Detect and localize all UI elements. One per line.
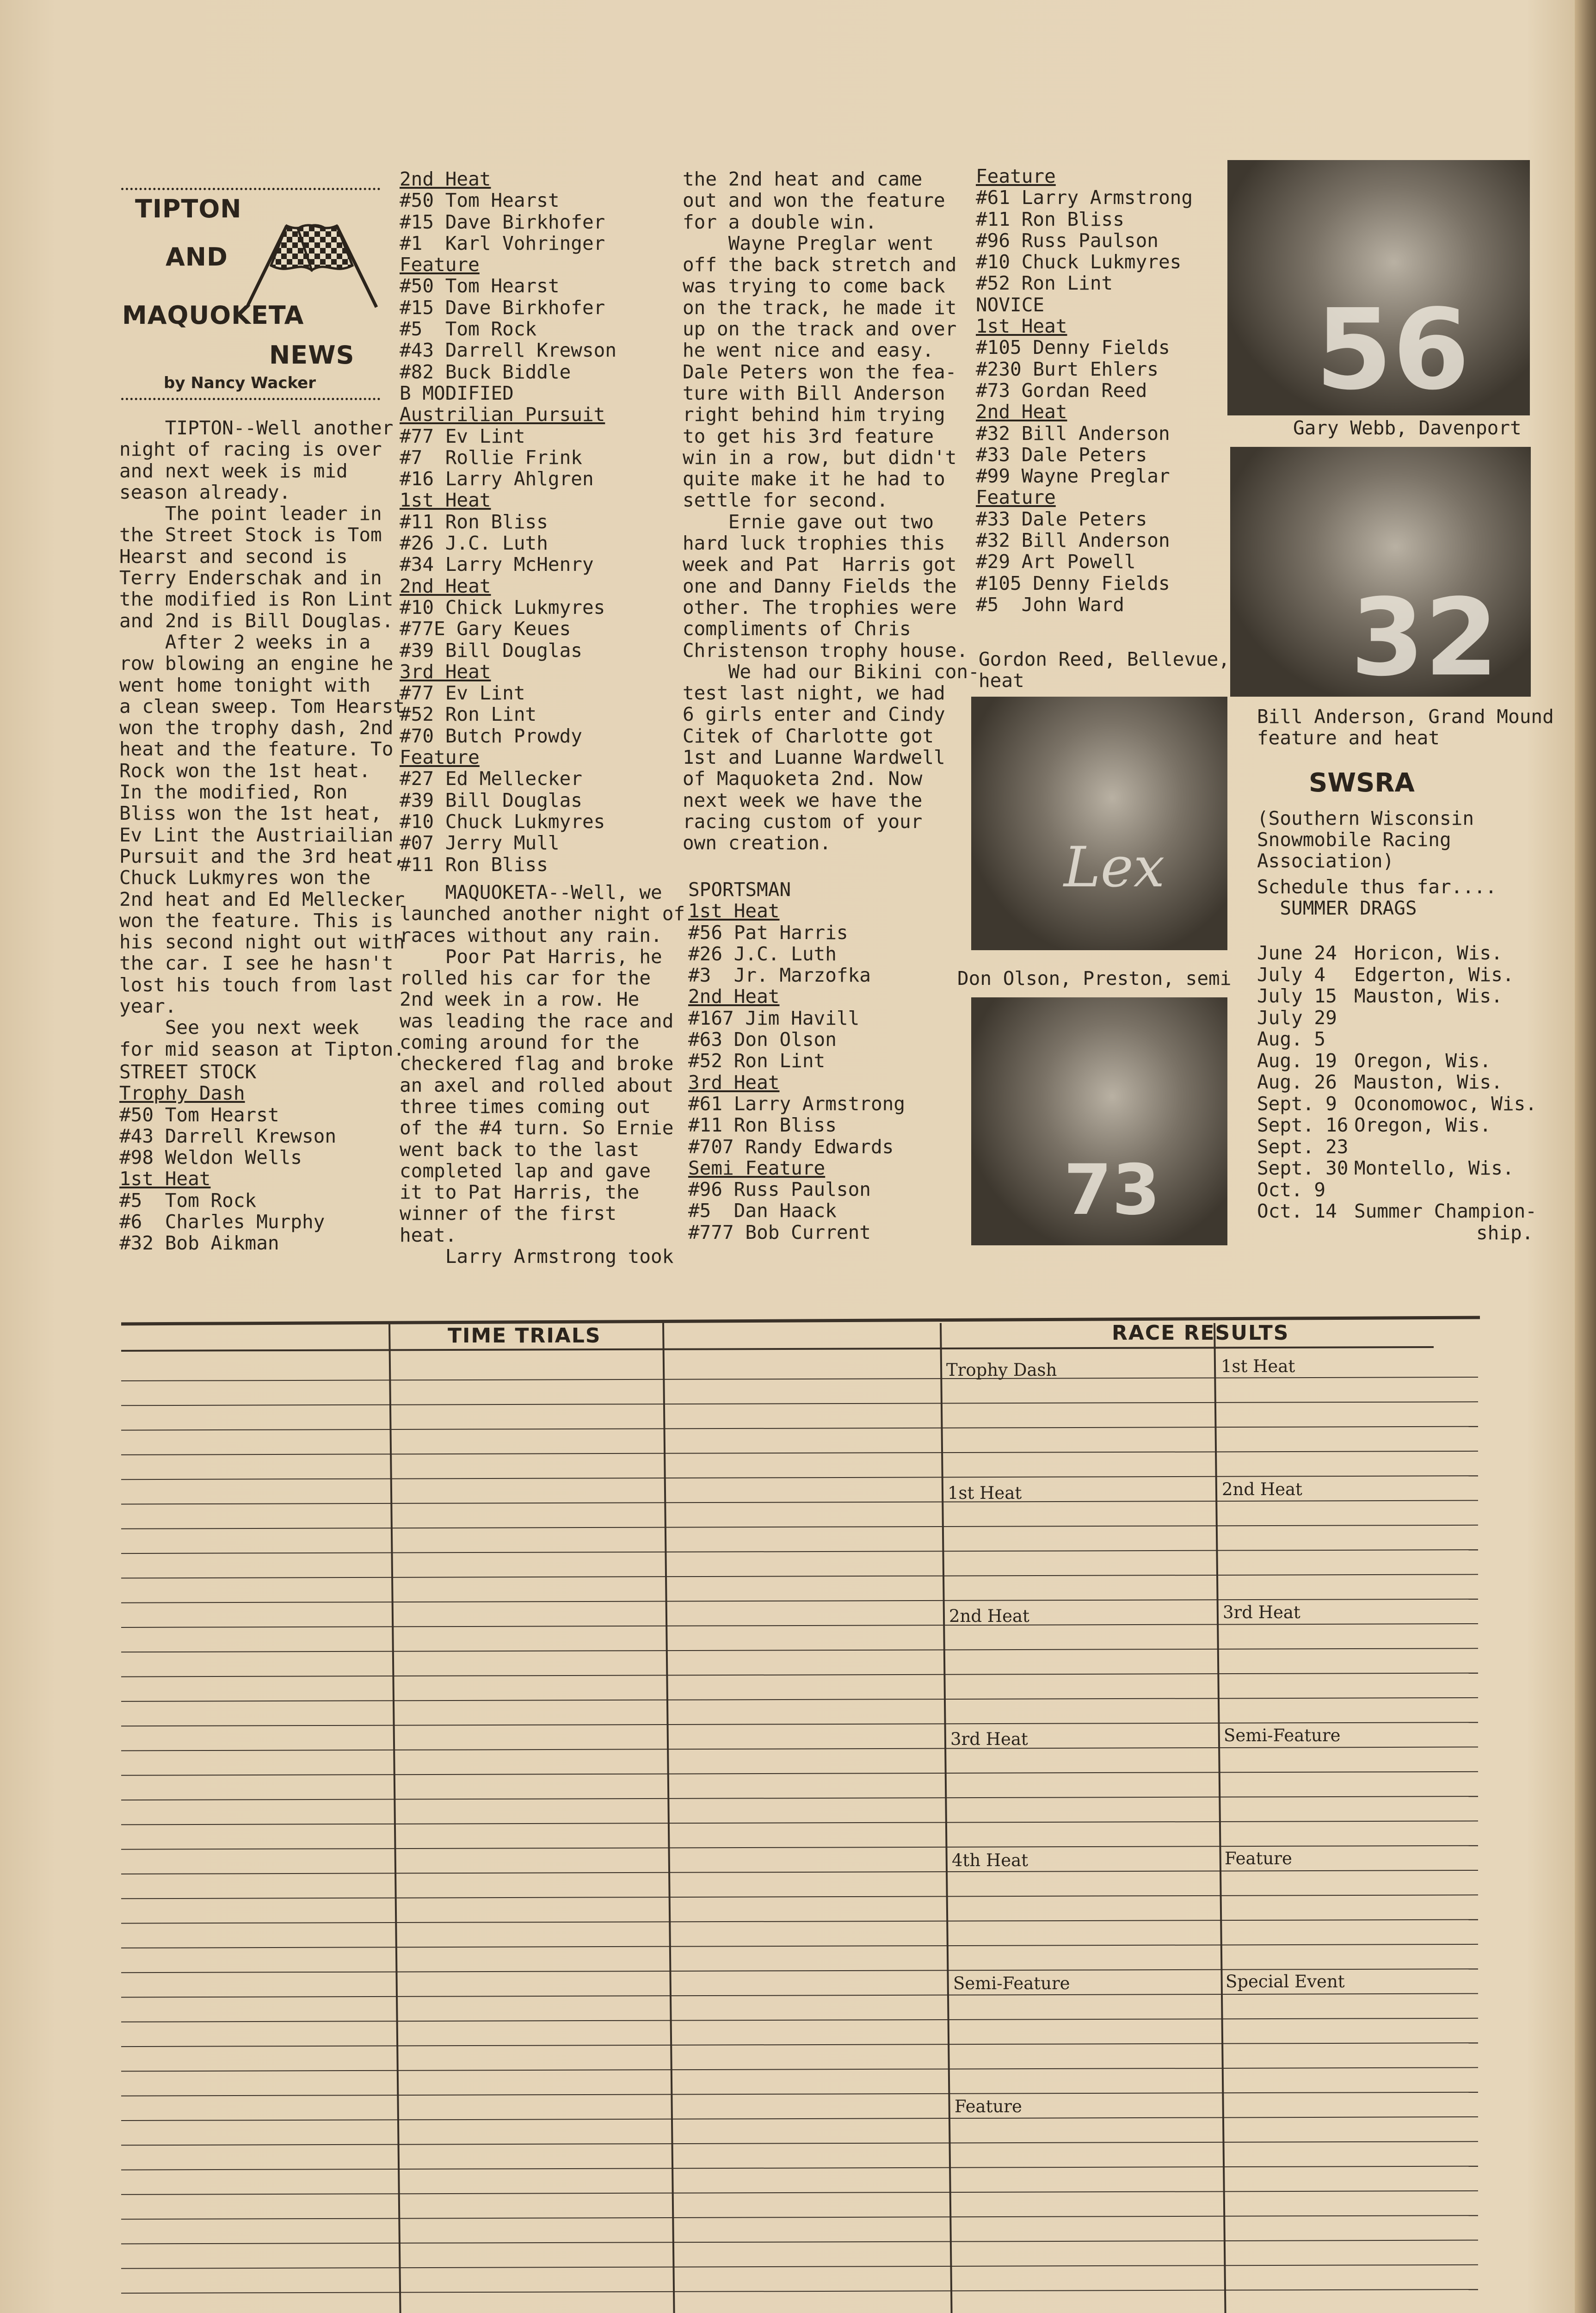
- form-row-line: [121, 1698, 1478, 1701]
- story-line: In the modified, Ron: [119, 781, 348, 804]
- masthead-line-4: NEWS: [269, 340, 355, 370]
- result-line: #52 Ron Lint: [976, 272, 1113, 295]
- schedule-date: Aug. 26: [1257, 1071, 1337, 1093]
- schedule-date: Oct. 14: [1257, 1200, 1337, 1222]
- result-line: Feature: [976, 486, 1056, 509]
- result-line: Feature: [400, 746, 480, 769]
- story-line: won the trophy dash, 2nd: [119, 717, 394, 739]
- story-line: season already.: [119, 481, 291, 503]
- story-line: other. The trophies were: [683, 596, 957, 618]
- story-line: rolled his car for the: [400, 967, 651, 990]
- result-line: #43 Darrell Krewson: [119, 1125, 336, 1147]
- form-label-left: 3rd Heat: [950, 1729, 1028, 1749]
- schedule-date: Sept. 23: [1257, 1135, 1349, 1158]
- form-header-rule: [121, 1347, 1434, 1351]
- result-line: #77 Ev Lint: [400, 425, 525, 447]
- photo-lettering: Lex: [1064, 835, 1165, 900]
- result-line: #50 Tom Hearst: [400, 189, 560, 212]
- schedule-tail: ship.: [1476, 1221, 1534, 1244]
- result-line: #32 Bill Anderson: [976, 529, 1170, 552]
- schedule-place: Montello, Wis.: [1354, 1157, 1514, 1179]
- form-row-line: [121, 2092, 1478, 2096]
- schedule-date: Sept. 9: [1257, 1092, 1337, 1115]
- form-label-left: Trophy Dash: [946, 1360, 1057, 1380]
- result-line: #39 Bill Douglas: [400, 789, 582, 811]
- form-label-left: 2nd Heat: [949, 1606, 1029, 1626]
- form-label-right: 1st Heat: [1221, 1356, 1295, 1376]
- swsra-title: SWSRA: [1309, 768, 1415, 798]
- masthead-line-2: AND: [166, 242, 228, 272]
- result-line: #11 Ron Bliss: [400, 853, 548, 876]
- story-line: Poor Pat Harris, he: [400, 945, 662, 968]
- story-line: one and Danny Fields the: [683, 575, 957, 597]
- result-line: 1st Heat: [976, 315, 1067, 338]
- story-line: three times coming out: [400, 1095, 651, 1118]
- result-line: 1st Heat: [400, 489, 491, 512]
- story-line: checkered flag and broke: [400, 1052, 674, 1075]
- car-number: 32: [1350, 576, 1499, 697]
- caption-don-olson: Don Olson, Preston, semi: [957, 967, 1232, 990]
- result-line: #99 Wayne Preglar: [976, 465, 1170, 488]
- form-row-line: [121, 1796, 1478, 1800]
- form-row-line: [121, 2289, 1478, 2293]
- result-line: #26 J.C. Luth: [400, 532, 548, 555]
- story-line: MAQUOKETA--Well, we: [400, 881, 662, 903]
- caption-bill-anderson: Bill Anderson, Grand Mound feature and heat: [1257, 705, 1554, 749]
- story-line: row blowing an engine he: [119, 652, 394, 675]
- result-line: #16 Larry Ahlgren: [400, 468, 594, 490]
- story-line: it to Pat Harris, the: [400, 1181, 640, 1204]
- result-line: #82 Buck Biddle: [400, 360, 571, 383]
- schedule-date: Aug. 5: [1257, 1028, 1326, 1050]
- form-row-line: [121, 1772, 1478, 1775]
- result-line: #10 Chuck Lukmyres: [400, 810, 605, 833]
- result-line: #3 Jr. Marzofka: [688, 964, 871, 987]
- result-line: Austrilian Pursuit: [400, 403, 605, 426]
- form-column-divider: [1214, 1323, 1226, 2313]
- form-row-line: [121, 1525, 1478, 1529]
- schedule-place: Mauston, Wis.: [1354, 985, 1503, 1007]
- result-line: #32 Bill Anderson: [976, 422, 1170, 445]
- result-line: #5 Tom Rock: [400, 318, 537, 340]
- result-line: #50 Tom Hearst: [400, 275, 560, 297]
- result-line: #32 Bob Aikman: [119, 1232, 279, 1255]
- story-line: off the back stretch and: [683, 254, 957, 276]
- result-line: #15 Dave Birkhofer: [400, 296, 605, 319]
- schedule-place: Oregon, Wis.: [1354, 1049, 1491, 1072]
- story-line: the car. I see he hasn't: [119, 952, 394, 975]
- form-row-line: [121, 1476, 1478, 1479]
- story-line: test last night, we had: [683, 682, 945, 705]
- form-row-line: [121, 1624, 1478, 1627]
- form-row-line: [121, 2240, 1478, 2244]
- form-row-line: [121, 2191, 1478, 2195]
- form-column-divider: [663, 1323, 674, 2313]
- schedule-date: July 15: [1257, 985, 1337, 1007]
- result-line: #105 Denny Fields: [976, 572, 1170, 594]
- form-row-line: [121, 1747, 1478, 1751]
- form-row-line: [121, 1451, 1478, 1455]
- schedule-date: Aug. 19: [1257, 1049, 1337, 1072]
- result-line: #07 Jerry Mull: [400, 832, 560, 854]
- result-line: #11 Ron Bliss: [688, 1114, 837, 1137]
- form-row-line: [121, 1994, 1478, 1998]
- result-line: #5 Tom Rock: [119, 1189, 257, 1212]
- story-line: lost his touch from last: [119, 973, 394, 996]
- story-line: Chuck Lukmyres won the: [119, 866, 371, 889]
- story-line: After 2 weeks in a: [119, 631, 371, 653]
- form-row-line: [121, 1944, 1478, 1948]
- form-row-line: [121, 1377, 1478, 1381]
- result-line: #96 Russ Paulson: [688, 1178, 871, 1201]
- story-line: heat and the feature. To: [119, 738, 394, 761]
- story-line: TIPTON--Well another: [119, 417, 394, 439]
- story-line: his second night out with: [119, 931, 405, 953]
- result-line: #50 Tom Hearst: [119, 1103, 279, 1126]
- story-line: a clean sweep. Tom Hearst: [119, 695, 405, 717]
- story-line: an axel and rolled about: [400, 1074, 674, 1096]
- form-row-line: [121, 2018, 1478, 2022]
- byline: by Nancy Wacker: [164, 374, 316, 392]
- result-line: 1st Heat: [688, 900, 780, 922]
- form-row-line: [121, 1501, 1478, 1504]
- schedule-place: Edgerton, Wis.: [1354, 963, 1514, 986]
- form-row-line: [121, 1574, 1478, 1578]
- story-line: up on the track and over: [683, 318, 957, 340]
- masthead-line-3: MAQUOKETA: [122, 301, 304, 330]
- form-row-line: [121, 1821, 1478, 1824]
- form-column-divider: [941, 1323, 952, 2313]
- result-line: #167 Jim Havill: [688, 1007, 860, 1029]
- story-line: settle for second.: [683, 489, 888, 512]
- result-line: #6 Charles Murphy: [119, 1211, 325, 1233]
- result-line: 2nd Heat: [688, 985, 780, 1008]
- result-line: #10 Chuck Lukmyres: [976, 251, 1182, 273]
- schedule-place: Summer Champion-: [1354, 1200, 1537, 1222]
- story-line: Terry Enderschak and in: [119, 567, 382, 589]
- form-row-line: [121, 2215, 1478, 2219]
- story-line: the Street Stock is Tom: [119, 524, 382, 546]
- form-label-right: 2nd Heat: [1222, 1479, 1302, 1499]
- result-line: Trophy Dash: [119, 1082, 245, 1105]
- story-line: was trying to come back: [683, 275, 945, 297]
- form-row-line: [121, 2265, 1478, 2269]
- result-line: #56 Pat Harris: [688, 921, 848, 944]
- result-line: #707 Randy Edwards: [688, 1135, 894, 1158]
- masthead-line-1: TIPTON: [135, 194, 242, 223]
- result-line: #5 Dan Haack: [688, 1200, 837, 1222]
- story-line: he went nice and easy.: [683, 339, 934, 362]
- swsra-schedule-label: Schedule thus far.... SUMMER DRAGS: [1257, 876, 1497, 919]
- story-line: ture with Bill Anderson: [683, 382, 945, 404]
- schedule-place: Oregon, Wis.: [1354, 1114, 1491, 1136]
- form-row-line: [121, 1870, 1478, 1874]
- story-line: races without any rain.: [400, 924, 662, 946]
- time-trials-title: TIME TRIALS: [448, 1324, 601, 1348]
- form-row-line: [121, 2141, 1478, 2145]
- result-line: #29 Art Powell: [976, 550, 1136, 573]
- schedule-date: Sept. 16: [1257, 1114, 1349, 1136]
- caption-gary-webb: Gary Webb, Davenport: [1293, 417, 1522, 439]
- form-row-line: [121, 1920, 1478, 1923]
- result-line: 2nd Heat: [976, 401, 1067, 423]
- form-label-left: Semi-Feature: [953, 1973, 1070, 1993]
- race-results-title: RACE RESULTS: [1112, 1321, 1289, 1345]
- result-line: #77E Gary Keues: [400, 618, 571, 640]
- result-line: #10 Chick Lukmyres: [400, 596, 605, 618]
- caption-gordon-reed: Gordon Reed, Bellevue, heat: [979, 648, 1230, 692]
- story-line: to get his 3rd feature: [683, 425, 934, 447]
- result-line: Feature: [976, 165, 1056, 187]
- story-line: on the track, he made it: [683, 296, 957, 319]
- result-line: NOVICE: [976, 293, 1045, 316]
- result-line: Feature: [400, 254, 480, 276]
- story-line: Larry Armstrong took: [400, 1245, 674, 1268]
- result-line: SPORTSMAN: [688, 878, 791, 901]
- form-label-right: Semi-Feature: [1224, 1725, 1341, 1745]
- result-line: #77 Ev Lint: [400, 682, 525, 705]
- story-line: Ernie gave out two: [683, 510, 934, 533]
- story-line: Bliss won the 1st heat,: [119, 802, 382, 825]
- schedule-date: Oct. 9: [1257, 1178, 1326, 1201]
- story-line: of Maquoketa 2nd. Now: [683, 767, 923, 790]
- car-number: 56: [1315, 285, 1470, 414]
- form-label-right: 3rd Heat: [1223, 1602, 1300, 1622]
- story-line: went back to the last: [400, 1138, 640, 1161]
- story-line: of the #4 turn. So Ernie: [400, 1117, 674, 1139]
- story-line: the modified is Ron Lint: [119, 588, 394, 611]
- form-row-line: [121, 2166, 1478, 2170]
- story-line: next week we have the: [683, 789, 923, 811]
- story-line: own creation.: [683, 832, 831, 854]
- story-line: Dale Peters won the fea-: [683, 360, 957, 383]
- result-line: #34 Larry McHenry: [400, 553, 594, 576]
- story-line: 6 girls enter and Cindy: [683, 703, 945, 726]
- result-line: #27 Ed Mellecker: [400, 767, 582, 790]
- form-label-left: 1st Heat: [948, 1483, 1022, 1503]
- result-line: #70 Butch Prowdy: [400, 724, 582, 747]
- story-line: night of racing is over: [119, 438, 382, 461]
- story-line: 2nd heat and Ed Mellecker: [119, 888, 405, 910]
- form-column-divider: [389, 1323, 401, 2313]
- story-line: for a double win.: [683, 210, 877, 233]
- story-line: coming around for the: [400, 1031, 640, 1054]
- result-line: #96 Russ Paulson: [976, 229, 1158, 252]
- result-line: #11 Ron Bliss: [976, 208, 1124, 230]
- result-line: #33 Dale Peters: [976, 443, 1147, 466]
- result-line: #777 Bob Current: [688, 1221, 871, 1243]
- result-line: #98 Weldon Wells: [119, 1146, 302, 1169]
- result-line: #1 Karl Vohringer: [400, 232, 605, 254]
- schedule-date: Sept. 30: [1257, 1157, 1349, 1179]
- form-row-line: [121, 1673, 1478, 1677]
- story-line: was leading the race and: [400, 1009, 674, 1032]
- result-line: 2nd Heat: [400, 168, 491, 190]
- story-line: See you next week: [119, 1016, 359, 1039]
- story-line: Pursuit and the 3rd heat,: [119, 845, 405, 867]
- form-row-line: [121, 1402, 1478, 1405]
- result-line: #105 Denny Fields: [976, 336, 1170, 359]
- result-line: #15 Dave Birkhofer: [400, 210, 605, 233]
- schedule-place: Mauston, Wis.: [1354, 1071, 1503, 1093]
- form-label-left: Feature: [955, 2097, 1022, 2116]
- result-line: #73 Gordan Reed: [976, 379, 1147, 402]
- story-line: The point leader in: [119, 502, 382, 525]
- story-line: Citek of Charlotte got: [683, 724, 934, 747]
- form-row-line: [121, 1550, 1478, 1553]
- result-line: #33 Dale Peters: [976, 507, 1147, 530]
- story-line: Rock won the 1st heat.: [119, 759, 371, 782]
- result-line: #52 Ron Lint: [688, 1050, 826, 1072]
- form-row-line: [121, 2067, 1478, 2071]
- story-line: winner of the first: [400, 1202, 616, 1225]
- result-line: #43 Darrell Krewson: [400, 339, 616, 362]
- result-line: #26 J.C. Luth: [688, 942, 837, 965]
- story-line: completed lap and gave: [400, 1159, 651, 1182]
- story-line: heat.: [400, 1224, 457, 1246]
- story-line: the 2nd heat and came: [683, 168, 923, 190]
- story-line: week and Pat Harris got: [683, 553, 957, 576]
- story-line: won the feature. This is: [119, 909, 394, 932]
- result-line: 1st Heat: [119, 1168, 211, 1190]
- result-line: 3rd Heat: [400, 660, 491, 683]
- story-line: We had our Bikini con-: [683, 660, 980, 683]
- story-line: and next week is mid: [119, 459, 348, 482]
- form-row-line: [121, 1427, 1478, 1430]
- story-line: and 2nd is Bill Douglas.: [119, 609, 394, 632]
- form-label-right: Special Event: [1226, 1972, 1345, 1991]
- story-line: year.: [119, 995, 177, 1018]
- form-row-line: [121, 1648, 1478, 1652]
- schedule-place: Oconomowoc, Wis.: [1354, 1092, 1537, 1115]
- story-line: 2nd week in a row. He: [400, 988, 640, 1011]
- result-line: 3rd Heat: [688, 1071, 780, 1094]
- result-line: #61 Larry Armstrong: [688, 1092, 905, 1115]
- result-line: Semi Feature: [688, 1156, 826, 1179]
- result-line: 2nd Heat: [400, 575, 491, 597]
- form-label-right: Feature: [1225, 1849, 1292, 1868]
- result-line: B MODIFIED: [400, 382, 514, 404]
- story-line: right behind him trying: [683, 403, 945, 426]
- result-line: #61 Larry Armstrong: [976, 186, 1193, 209]
- story-line: quite make it he had to: [683, 468, 945, 490]
- schedule-date: July 4: [1257, 963, 1326, 986]
- schedule-place: Horicon, Wis.: [1354, 942, 1503, 964]
- story-line: out and won the feature: [683, 189, 945, 212]
- result-line: STREET STOCK: [119, 1061, 257, 1083]
- story-line: compliments of Chris: [683, 618, 911, 640]
- swsra-subtitle: (Southern Wisconsin Snowmobile Racing Association): [1257, 807, 1474, 872]
- result-line: #11 Ron Bliss: [400, 510, 548, 533]
- story-line: Hearst and second is: [119, 545, 348, 568]
- story-line: win in a row, but didn't: [683, 446, 957, 469]
- story-line: went home tonight with: [119, 674, 371, 696]
- result-line: #52 Ron Lint: [400, 703, 537, 726]
- form-row-line: [121, 2117, 1478, 2121]
- story-line: 1st and Luanne Wardwell: [683, 746, 945, 769]
- result-line: #230 Burt Ehlers: [976, 358, 1158, 380]
- result-line: #39 Bill Douglas: [400, 639, 582, 662]
- story-line: hard luck trophies this: [683, 532, 945, 555]
- schedule-date: June 24: [1257, 942, 1337, 964]
- story-line: launched another night of: [400, 903, 685, 925]
- car-number: 73: [1064, 1150, 1160, 1231]
- story-line: Ev Lint the Austriailian: [119, 823, 394, 846]
- story-line: racing custom of your: [683, 810, 923, 833]
- result-line: #5 John Ward: [976, 593, 1124, 616]
- result-line: #7 Rollie Frink: [400, 446, 582, 469]
- story-line: Wayne Preglar went: [683, 232, 934, 254]
- story-line: for mid season at Tipton.: [119, 1038, 405, 1060]
- story-line: Christenson trophy house.: [683, 639, 968, 662]
- form-label-left: 4th Heat: [952, 1850, 1029, 1870]
- result-line: #63 Don Olson: [688, 1028, 837, 1051]
- form-row-line: [121, 1895, 1478, 1899]
- form-row-line: [121, 2043, 1478, 2047]
- schedule-date: July 29: [1257, 1006, 1337, 1029]
